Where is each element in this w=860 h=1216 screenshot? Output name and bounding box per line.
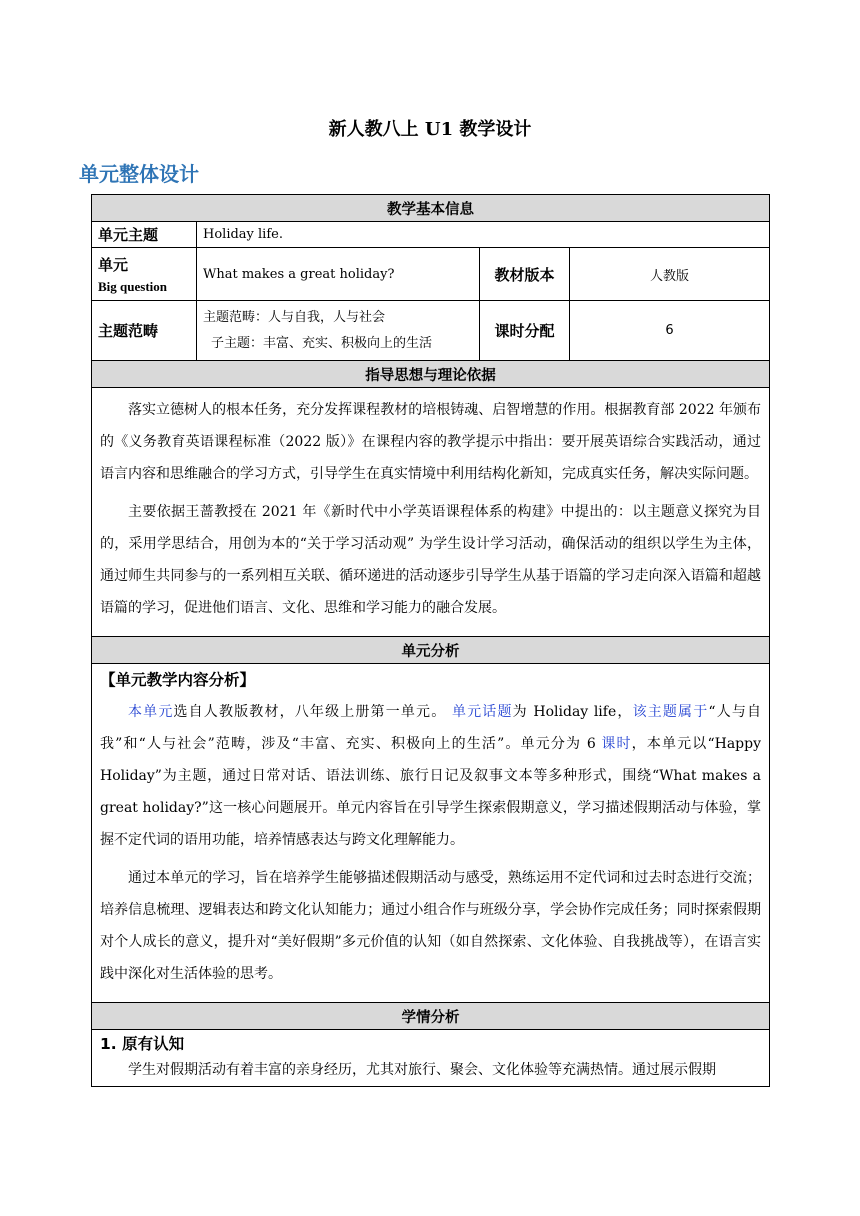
section-heading: 单元整体设计 xyxy=(79,162,199,186)
analysis-text-1: 选自人教版教材，八年级上册第一单元。 xyxy=(173,704,452,720)
learners-body xyxy=(92,1030,770,1087)
learners-subheading: 1. 原有认知 xyxy=(100,1035,185,1053)
analysis-paragraph-1 xyxy=(100,696,761,856)
learners-paragraph-wrap xyxy=(92,1054,769,1086)
analysis-subheading: 【单元教学内容分析】 xyxy=(100,671,256,689)
analysis-text-2: 为 Holiday life， xyxy=(512,704,633,720)
context-line-1: 主题范畴：人与自我，人与社会 xyxy=(203,309,386,325)
periods-label: 课时分配 xyxy=(480,301,570,361)
analysis-text-4: ，本单元以“Happy Holiday”为主题，通过日常对话、语法训练、旅行日记及叙事文本等多种形式，围绕“What makes a great holiday?”这一核心问题展开。单元内容旨在引导学生探索假期意义，学习描述假期活动与体验，掌握不定代词的语用功能，培养情感表达与跨文化理解能力。 xyxy=(100,736,762,848)
edition-label: 教材版本 xyxy=(480,248,570,301)
theme-value: Holiday life. xyxy=(197,222,770,248)
analysis-text-3: “人与自我”和“人与社会”范畴，涉及“丰富、充实、积极向上的生活”。单元分为 6 xyxy=(100,704,762,752)
highlight-periods: 课时 xyxy=(601,736,632,752)
guide-body xyxy=(92,388,770,637)
highlight-theme-belongs: 该主题属于 xyxy=(632,704,709,720)
edition-value: 人教版 xyxy=(570,248,770,301)
big-question-label xyxy=(92,248,197,301)
periods-value: 6 xyxy=(570,301,770,361)
learners-paragraph-1: 学生对假期活动有着丰富的亲身经历，尤其对旅行、聚会、文化体验等充满热情。通过展示假期 xyxy=(128,1062,716,1078)
context-label: 主题范畴 xyxy=(92,301,197,361)
learners-header: 学情分析 xyxy=(92,1003,770,1030)
info-header: 教学基本信息 xyxy=(92,195,770,222)
document-title: 新人教八上 U1 教学设计 xyxy=(328,119,532,140)
context-value xyxy=(197,301,480,361)
big-question-value: What makes a great holiday? xyxy=(197,248,480,301)
guide-paragraph-1: 落实立德树人的根本任务，充分发挥课程教材的培根铸魂、启智增慧的作用。根据教育部 2022 年颁布的《义务教育英语课程标准（2022 版）》在课程内容的教学提示中指出：要开展英语综合实践活动，通过语言内容和思维融合的学习方式，引导学生在真实情境中利用结构化新知，完成真实任务，解决实际问题。 xyxy=(100,402,761,482)
big-question-label-cn: 单元 xyxy=(98,255,129,274)
theme-label: 单元主题 xyxy=(92,222,197,248)
analysis-paragraphs xyxy=(92,690,769,1002)
guide-paragraph-2: 主要依据王蔷教授在 2021 年《新时代中小学英语课程体系的构建》中提出的：以主题意义探究为目的，采用学思结合，用创为本的“关于学习活动观” 为学生设计学习活动，确保活动的组织以学生为主体，通过师生共同参与的一系列相互关联、循环递进的活动逐步引导学生从基于语篇的学习走向深入语篇和超越语篇的学习，促进他们语言、文化、思维和学习能力的融合发展。 xyxy=(100,504,761,616)
guide-header: 指导思想与理论依据 xyxy=(92,361,770,388)
highlight-this-unit: 本单元 xyxy=(128,704,174,720)
big-question-label-en: Big question xyxy=(98,278,167,294)
design-table xyxy=(91,194,770,1087)
analysis-header: 单元分析 xyxy=(92,637,770,664)
context-line-2: 子主题：丰富、充实、积极向上的生活 xyxy=(211,335,433,351)
analysis-body xyxy=(92,664,770,1003)
highlight-unit-topic: 单元话题 xyxy=(451,704,513,720)
analysis-paragraph-2: 通过本单元的学习，旨在培养学生能够描述假期活动与感受，熟练运用不定代词和过去时态进行交流；培养信息梳理、逻辑表达和跨文化认知能力；通过小组合作与班级分享，学会协作完成任务；同时探索假期对个人成长的意义，提升对“美好假期”多元价值的认知（如自然探索、文化体验、自我挑战等），在语言实践中深化对生活体验的思考。 xyxy=(100,870,761,982)
